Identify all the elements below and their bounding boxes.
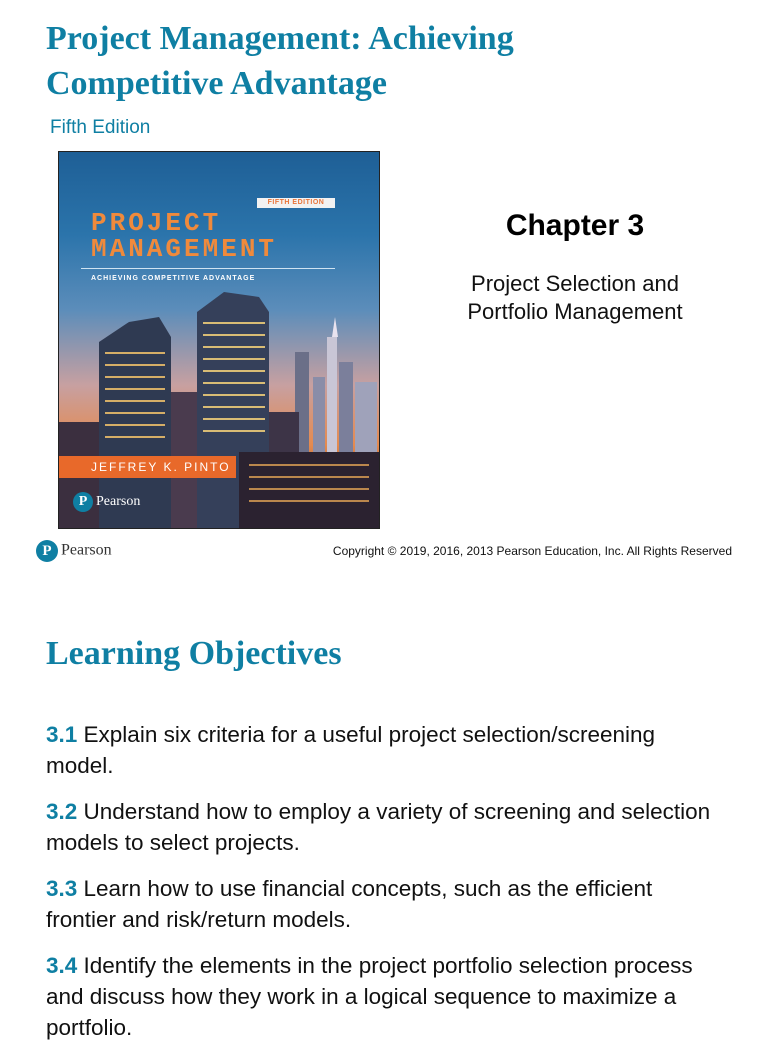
- cover-edition-tag: FIFTH EDITION: [257, 198, 335, 208]
- chapter-heading: Chapter 3: [505, 209, 645, 242]
- chapter-subject: [436, 270, 714, 326]
- book-cover-image: [58, 151, 380, 529]
- objective-item: [46, 719, 726, 781]
- objective-text: Learn how to use financial concepts, such as the efficient frontier and risk/return models.: [46, 876, 653, 932]
- objective-number: 3.2: [46, 799, 78, 824]
- objective-number: 3.3: [46, 876, 78, 901]
- book-title-line1: Project Management: Achieving: [46, 20, 514, 57]
- cover-publisher-logo: [73, 492, 140, 512]
- footer-pearson-logo: [36, 540, 112, 562]
- objective-item: [46, 950, 726, 1043]
- cover-divider: [81, 268, 335, 269]
- objective-text: Explain six criteria for a useful project selection/screening model.: [46, 722, 656, 778]
- chapter-subject-line1: Project Selection and: [471, 271, 679, 296]
- book-title: [46, 16, 514, 106]
- cover-title-line2: MANAGEMENT: [91, 234, 278, 264]
- book-title-line2: Competitive Advantage: [46, 65, 387, 102]
- learning-objectives-title: Learning Objectives: [46, 635, 342, 672]
- chapter-subject-line2: Portfolio Management: [467, 299, 683, 324]
- pearson-logo-icon: P: [36, 540, 58, 562]
- objective-number: 3.4: [46, 953, 78, 978]
- objective-text: Understand how to employ a variety of screening and selection models to select projects.: [46, 799, 711, 855]
- cover-title-line1: PROJECT: [91, 208, 222, 238]
- objective-item: [46, 873, 726, 935]
- edition-label: Fifth Edition: [50, 117, 151, 138]
- cover-subtitle: ACHIEVING COMPETITIVE ADVANTAGE: [91, 275, 256, 282]
- cover-publisher-name: Pearson: [96, 494, 141, 510]
- objective-text: Identify the elements in the project portfolio selection process and discuss how they work in a logical sequence to maximize a portfolio.: [46, 953, 693, 1040]
- cover-title: [91, 210, 277, 262]
- learning-objectives-slide: [0, 575, 768, 1040]
- objective-item: [46, 796, 726, 858]
- copyright-notice: Copyright © 2019, 2016, 2013 Pearson Education, Inc. All Rights Reserved: [332, 544, 732, 558]
- objectives-list: [46, 719, 726, 1058]
- pearson-logo-icon: P: [73, 492, 93, 512]
- objective-number: 3.1: [46, 722, 78, 747]
- cover-author: JEFFREY K. PINTO: [59, 456, 236, 478]
- footer-logo-text: Pearson: [61, 541, 112, 559]
